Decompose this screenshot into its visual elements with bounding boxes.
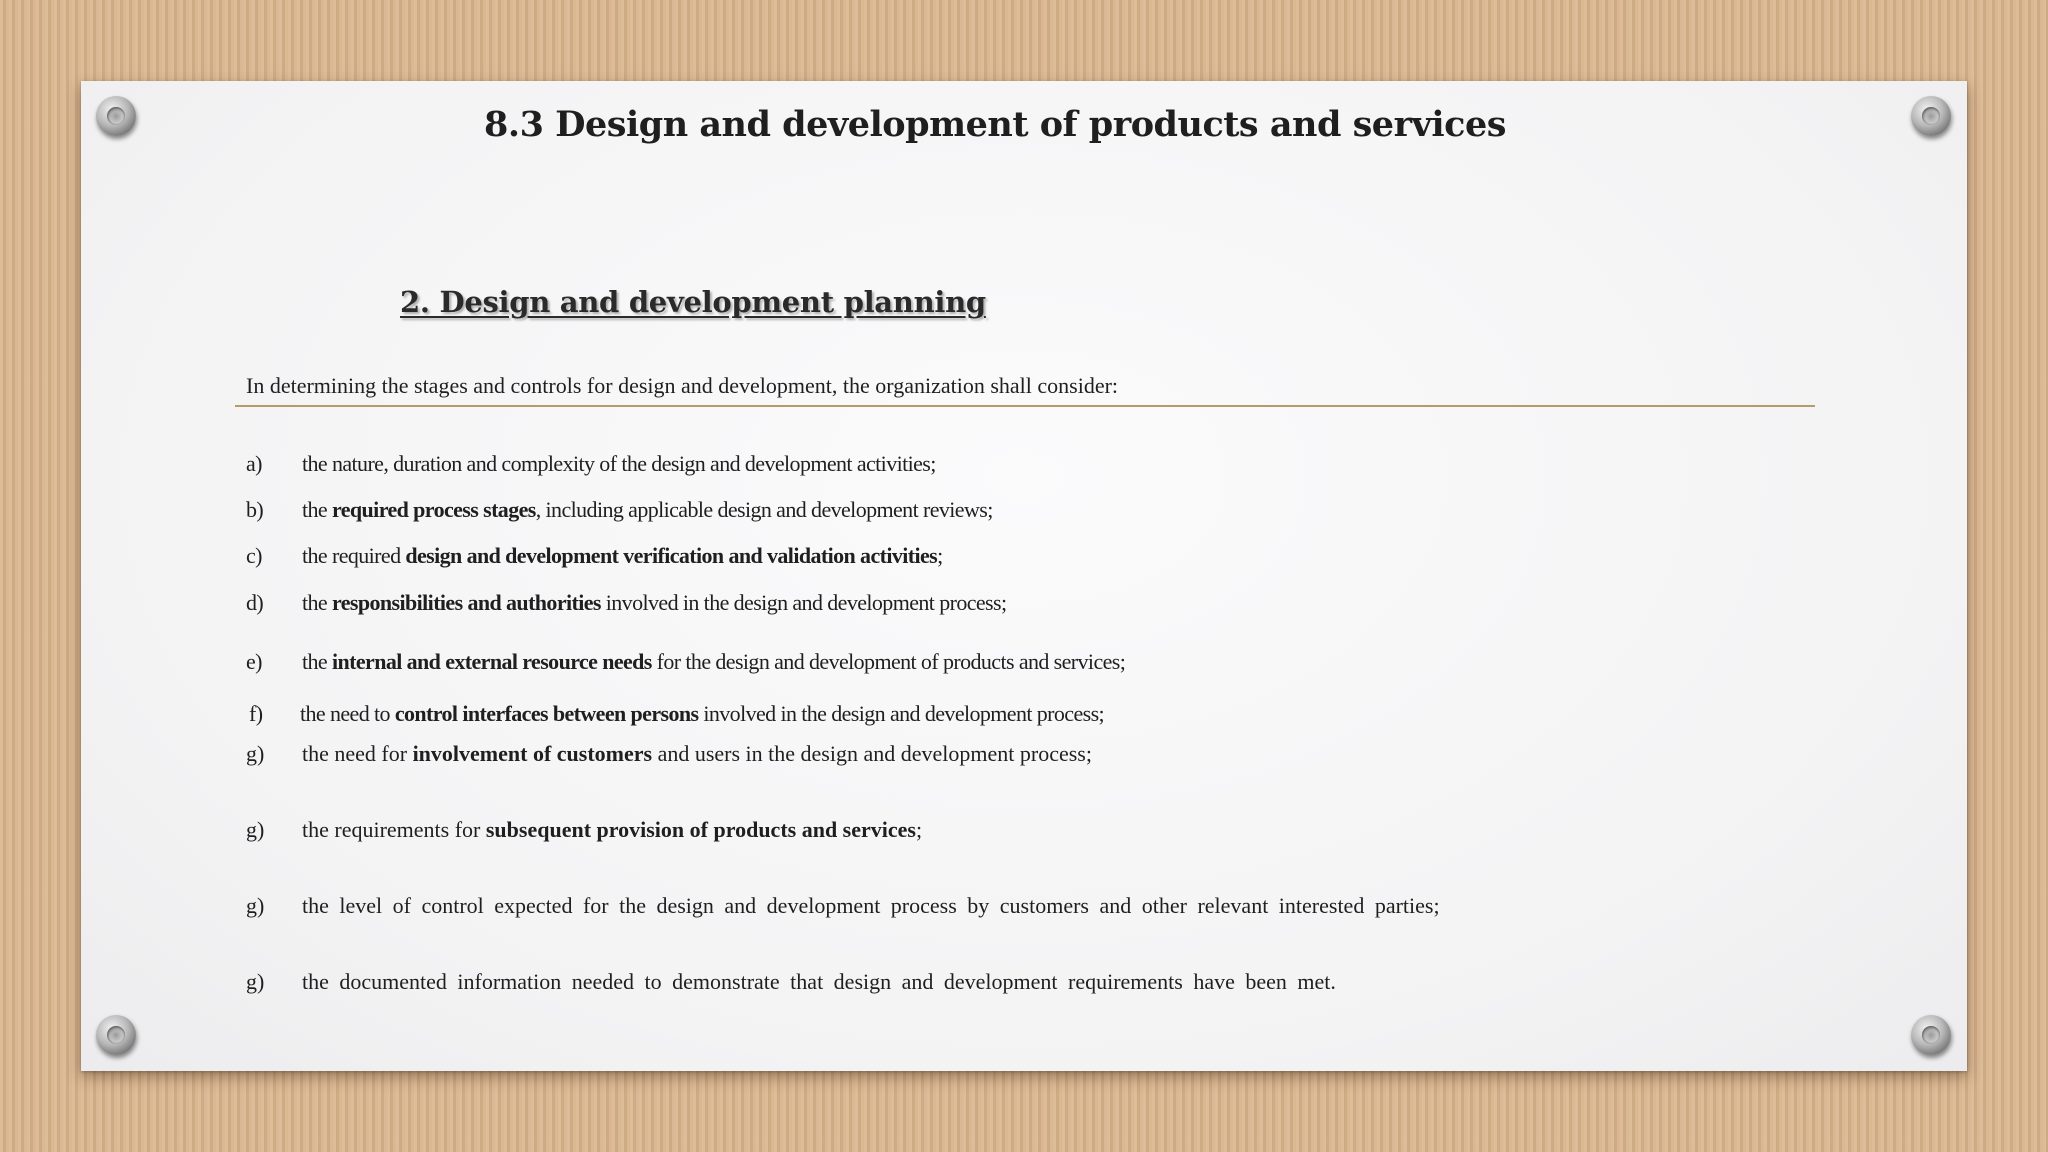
item-letter: g) bbox=[246, 893, 265, 918]
item-letter: f) bbox=[249, 701, 263, 726]
item-text: ; bbox=[915, 817, 923, 842]
list-item-a bbox=[246, 451, 936, 477]
item-letter: a) bbox=[246, 451, 262, 476]
item-bold-text: control interfaces between persons bbox=[394, 701, 699, 726]
slide-title: 8.3 Design and development of products and services bbox=[484, 104, 1506, 145]
item-text: , including applicable design and development reviews; bbox=[535, 497, 993, 522]
item-text: for the design and development of products and services; bbox=[651, 649, 1126, 674]
item-text: the nature, duration and complexity of the design and development activities; bbox=[302, 451, 936, 476]
item-text: the requirements for bbox=[302, 817, 486, 842]
list-item-d bbox=[246, 590, 1006, 616]
list-item-c bbox=[246, 543, 943, 569]
item-letter: g) bbox=[246, 817, 265, 842]
item-text: the level of control expected for the design and development process by customers and other relevant interested parties; bbox=[302, 893, 1440, 918]
divider bbox=[235, 405, 1815, 407]
item-bold-text: involvement of customers bbox=[412, 741, 653, 766]
item-bold-text: responsibilities and authorities bbox=[331, 590, 601, 615]
item-letter: d) bbox=[246, 590, 264, 615]
item-letter: g) bbox=[246, 969, 265, 994]
item-bold-text: internal and external resource needs bbox=[331, 649, 652, 674]
item-text: the bbox=[302, 649, 332, 674]
item-text: the required bbox=[302, 543, 406, 568]
item-text: the documented information needed to demonstrate that design and development requirements have been met. bbox=[302, 969, 1336, 994]
item-letter: b) bbox=[246, 497, 264, 522]
item-text: and users in the design and development process; bbox=[652, 741, 1092, 766]
item-letter: g) bbox=[246, 741, 265, 766]
item-text: involved in the design and development process; bbox=[600, 590, 1007, 615]
item-text: the bbox=[302, 497, 332, 522]
section-heading: 2. Design and development planning bbox=[400, 285, 986, 319]
item-text: involved in the design and development process; bbox=[698, 701, 1105, 726]
list-item-g2 bbox=[246, 817, 922, 843]
intro-text: In determining the stages and controls for design and development, the organization shall consider: bbox=[246, 373, 1119, 398]
item-text: the need to bbox=[300, 701, 395, 726]
list-item-g4 bbox=[246, 969, 1336, 995]
list-item-g1 bbox=[246, 741, 1092, 767]
item-text: the bbox=[302, 590, 332, 615]
item-bold-text: required process stages bbox=[331, 497, 536, 522]
item-bold-text: design and development verification and validation activities bbox=[405, 543, 938, 568]
item-text: ; bbox=[937, 543, 943, 568]
item-letter: c) bbox=[246, 543, 262, 568]
item-text: the need for bbox=[302, 741, 413, 766]
list-item-b bbox=[246, 497, 993, 523]
grommet-icon bbox=[96, 1015, 136, 1055]
list-item-e bbox=[246, 649, 1125, 675]
item-bold-text: subsequent provision of products and services bbox=[485, 817, 916, 842]
item-letter: e) bbox=[246, 649, 262, 674]
list-item-g3 bbox=[246, 893, 1440, 919]
list-item-f bbox=[249, 701, 1104, 727]
slide-board bbox=[81, 81, 1967, 1071]
grommet-icon bbox=[1911, 1015, 1951, 1055]
